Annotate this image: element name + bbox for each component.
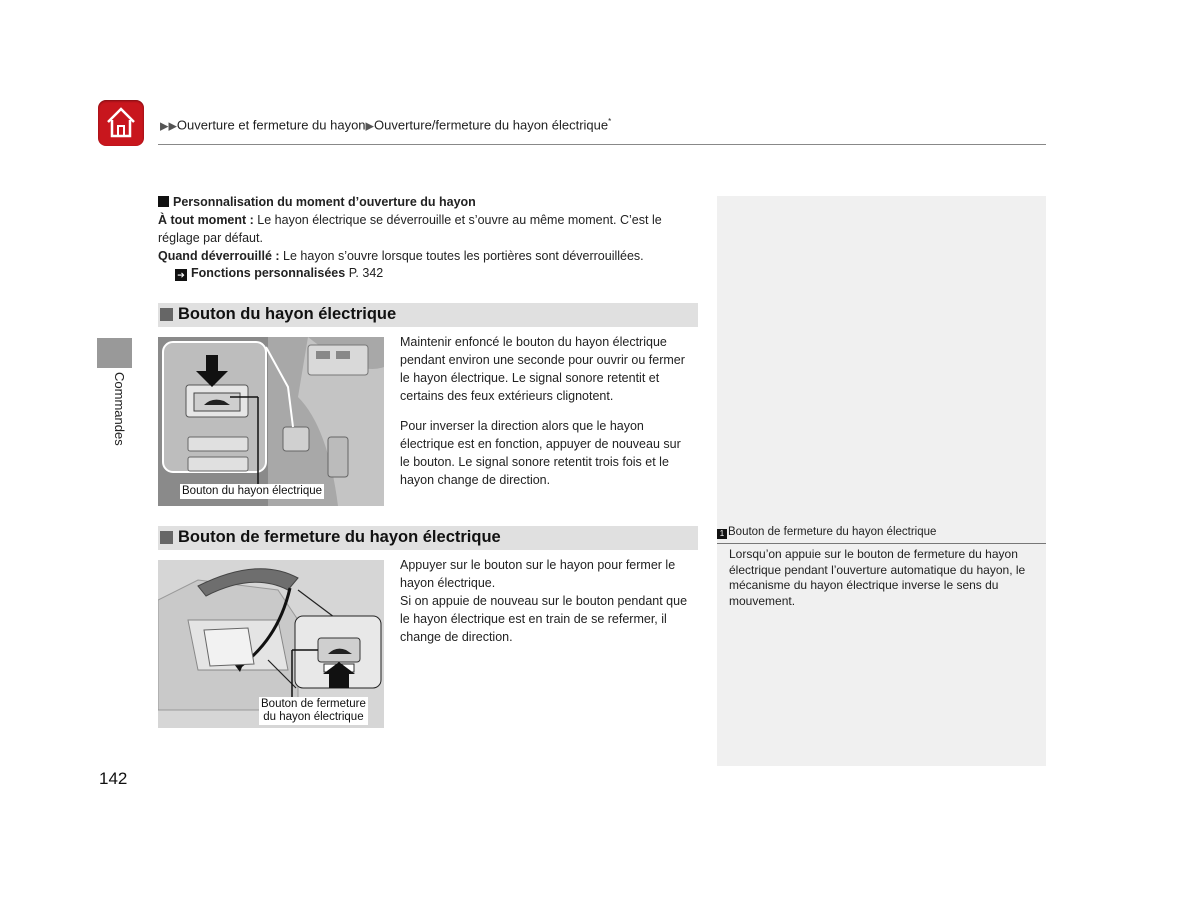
dashboard-drawing: [158, 337, 384, 506]
breadcrumb-link-2[interactable]: Ouverture/fermeture du hayon électrique: [374, 117, 609, 133]
custom-option-2: [158, 247, 644, 265]
note-divider: [717, 543, 1046, 544]
note-line: Lorsqu’on appuie sur le bouton de fermeture du hayon: [729, 547, 1018, 561]
caption-line: Bouton de fermeture: [261, 698, 366, 710]
section-header-close-button: [158, 526, 698, 550]
text-line: Pour inverser la direction alors que le hayon: [400, 419, 644, 433]
note-line: mouvement.: [729, 593, 796, 608]
section1-paragraph-2: [400, 417, 681, 489]
section-title: Bouton du hayon électrique: [178, 305, 397, 323]
custom-reference[interactable]: [175, 264, 383, 282]
note-title: [717, 526, 1046, 539]
text-line: le bouton. Le signal sonore retentit trois fois et le: [400, 455, 669, 469]
text-line: hayon électrique.: [400, 576, 496, 590]
text-line: Si on appuie de nouveau sur le bouton pendant que: [400, 594, 688, 608]
text-line: le hayon électrique est en train de se refermer, il: [400, 612, 667, 626]
text-line: pendant environ une seconde pour ouvrir ou fermer: [400, 353, 685, 367]
text-line: hayon change de direction.: [400, 473, 551, 487]
text-line: le hayon électrique. Le signal sonore retentit et: [400, 371, 660, 385]
reference-page: P. 342: [345, 266, 384, 280]
section-square-icon: [160, 531, 173, 544]
note-line: électrique pendant l’ouverture automatique du hayon, le: [729, 562, 1026, 577]
custom-option-1: [158, 211, 662, 229]
caption-line: du hayon électrique: [263, 711, 364, 723]
home-icon: [105, 106, 137, 140]
custom-heading: [158, 193, 476, 211]
note-column: [717, 196, 1046, 766]
section1-paragraph-1: [400, 333, 685, 405]
option-2-text: Le hayon s’ouvre lorsque toutes les portières sont déverrouillées.: [279, 249, 644, 263]
arrow-reference-icon: ➔: [175, 269, 187, 281]
breadcrumb: [160, 117, 611, 132]
note-body: [729, 547, 1025, 609]
chapter-label: Commandes: [112, 372, 127, 446]
section-title: Bouton de fermeture du hayon électrique: [178, 528, 501, 546]
text-line: Appuyer sur le bouton sur le hayon pour fermer le: [400, 558, 676, 572]
home-button[interactable]: [98, 100, 144, 146]
breadcrumb-markers: ▶▶: [160, 120, 177, 133]
header-divider: [158, 144, 1046, 145]
option-star: *: [608, 117, 612, 126]
tailgate-button-illustration: [158, 337, 384, 506]
custom-option-1-cont: réglage par défaut.: [158, 231, 263, 245]
breadcrumb-separator: ▶: [365, 120, 374, 133]
option-1-text: Le hayon électrique se déverrouille et s’ouvre au même moment. C’est le: [253, 213, 662, 227]
section-header-tailgate-button: [158, 303, 698, 327]
section-square-icon: [160, 308, 173, 321]
square-bullet-icon: [158, 196, 169, 207]
text-line: électrique est en fonction, appuyer de nouveau sur: [400, 437, 681, 451]
custom-heading-text: Personnalisation du moment d’ouverture du hayon: [173, 195, 476, 209]
figure-caption-2: [259, 697, 368, 725]
reference-label[interactable]: Fonctions personnalisées: [191, 266, 346, 280]
chapter-tab[interactable]: [97, 338, 132, 368]
breadcrumb-link-1[interactable]: Ouverture et fermeture du hayon: [176, 117, 366, 133]
option-2-term: Quand déverrouillé :: [158, 249, 280, 263]
page-number: 142: [99, 769, 128, 788]
text-line: certains des feux extérieurs clignotent.: [400, 389, 614, 403]
option-1-term: À tout moment :: [158, 213, 254, 227]
figure-caption-1: Bouton du hayon électrique: [182, 485, 323, 497]
note-line: mécanisme du hayon électrique inverse le sens du: [729, 578, 999, 592]
note-title-text: Bouton de fermeture du hayon électrique: [728, 526, 937, 538]
note-marker-icon: 1: [717, 529, 727, 539]
text-line: change de direction.: [400, 630, 513, 644]
section2-paragraph: [400, 556, 687, 646]
text-line: Maintenir enfoncé le bouton du hayon électrique: [400, 335, 667, 349]
